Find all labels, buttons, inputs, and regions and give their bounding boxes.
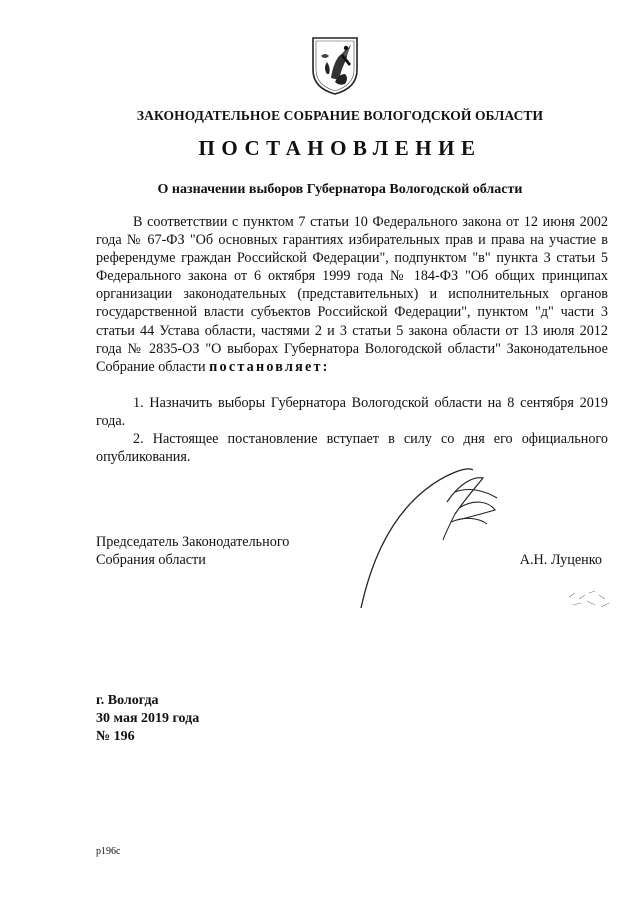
preamble-paragraph <box>96 213 608 376</box>
signatory-title <box>96 533 289 569</box>
resolution-item-2: 2. Настоящее постановление вступает в силу со дня его официального опубликования. <box>96 431 608 466</box>
file-code: р196с <box>96 846 121 857</box>
document-type: ПОСТАНОВЛЕНИЕ <box>198 136 482 160</box>
document-body <box>96 213 608 466</box>
signatory-name: А.Н. Луценко <box>519 552 602 568</box>
preamble-text: В соответствии с пунктом 7 статьи 10 Федерального закона от 12 июня 2002 года № 67-ФЗ "Об основных гарантиях избирательных прав и права на участие в референдуме граждан Российской Федерации", подпунктом "в" пункта 3 статьи 5 Федерального закона от 6 октября 1999 года № 184-ФЗ "Об общих принципах организации законодательных (представительных) и исполнительных органов государственной власти субъектов Российской Федерации", пунктом "д" части 3 статьи 44 Устава области, частями 2 и 3 статьи 5 закона области от 13 июля 2012 года № 2835-ОЗ "О выборах Губернатора Вологодской области" Законодательное Собрание области <box>96 214 608 375</box>
signatory-title-line-2: Собрания области <box>96 552 206 568</box>
city: г. Вологда <box>96 693 159 708</box>
stamp-marks <box>565 585 613 611</box>
handwritten-signature <box>355 462 505 612</box>
document-footer-details <box>96 692 199 746</box>
document-number: № 196 <box>96 729 135 744</box>
resolves-word: постановляет: <box>209 358 330 375</box>
signatory-title-line-1: Председатель Законодательного <box>96 534 290 550</box>
organization-name: ЗАКОНОДАТЕЛЬНОЕ СОБРАНИЕ ВОЛОГОДСКОЙ ОБЛАСТИ <box>136 108 544 123</box>
document-subject: О назначении выборов Губернатора Вологодской области <box>157 182 523 197</box>
coat-of-arms-icon <box>305 34 365 96</box>
document-date: 30 мая 2019 года <box>96 711 200 726</box>
resolution-item-1: 1. Назначить выборы Губернатора Вологодской области на 8 сентября 2019 года. <box>96 394 608 429</box>
